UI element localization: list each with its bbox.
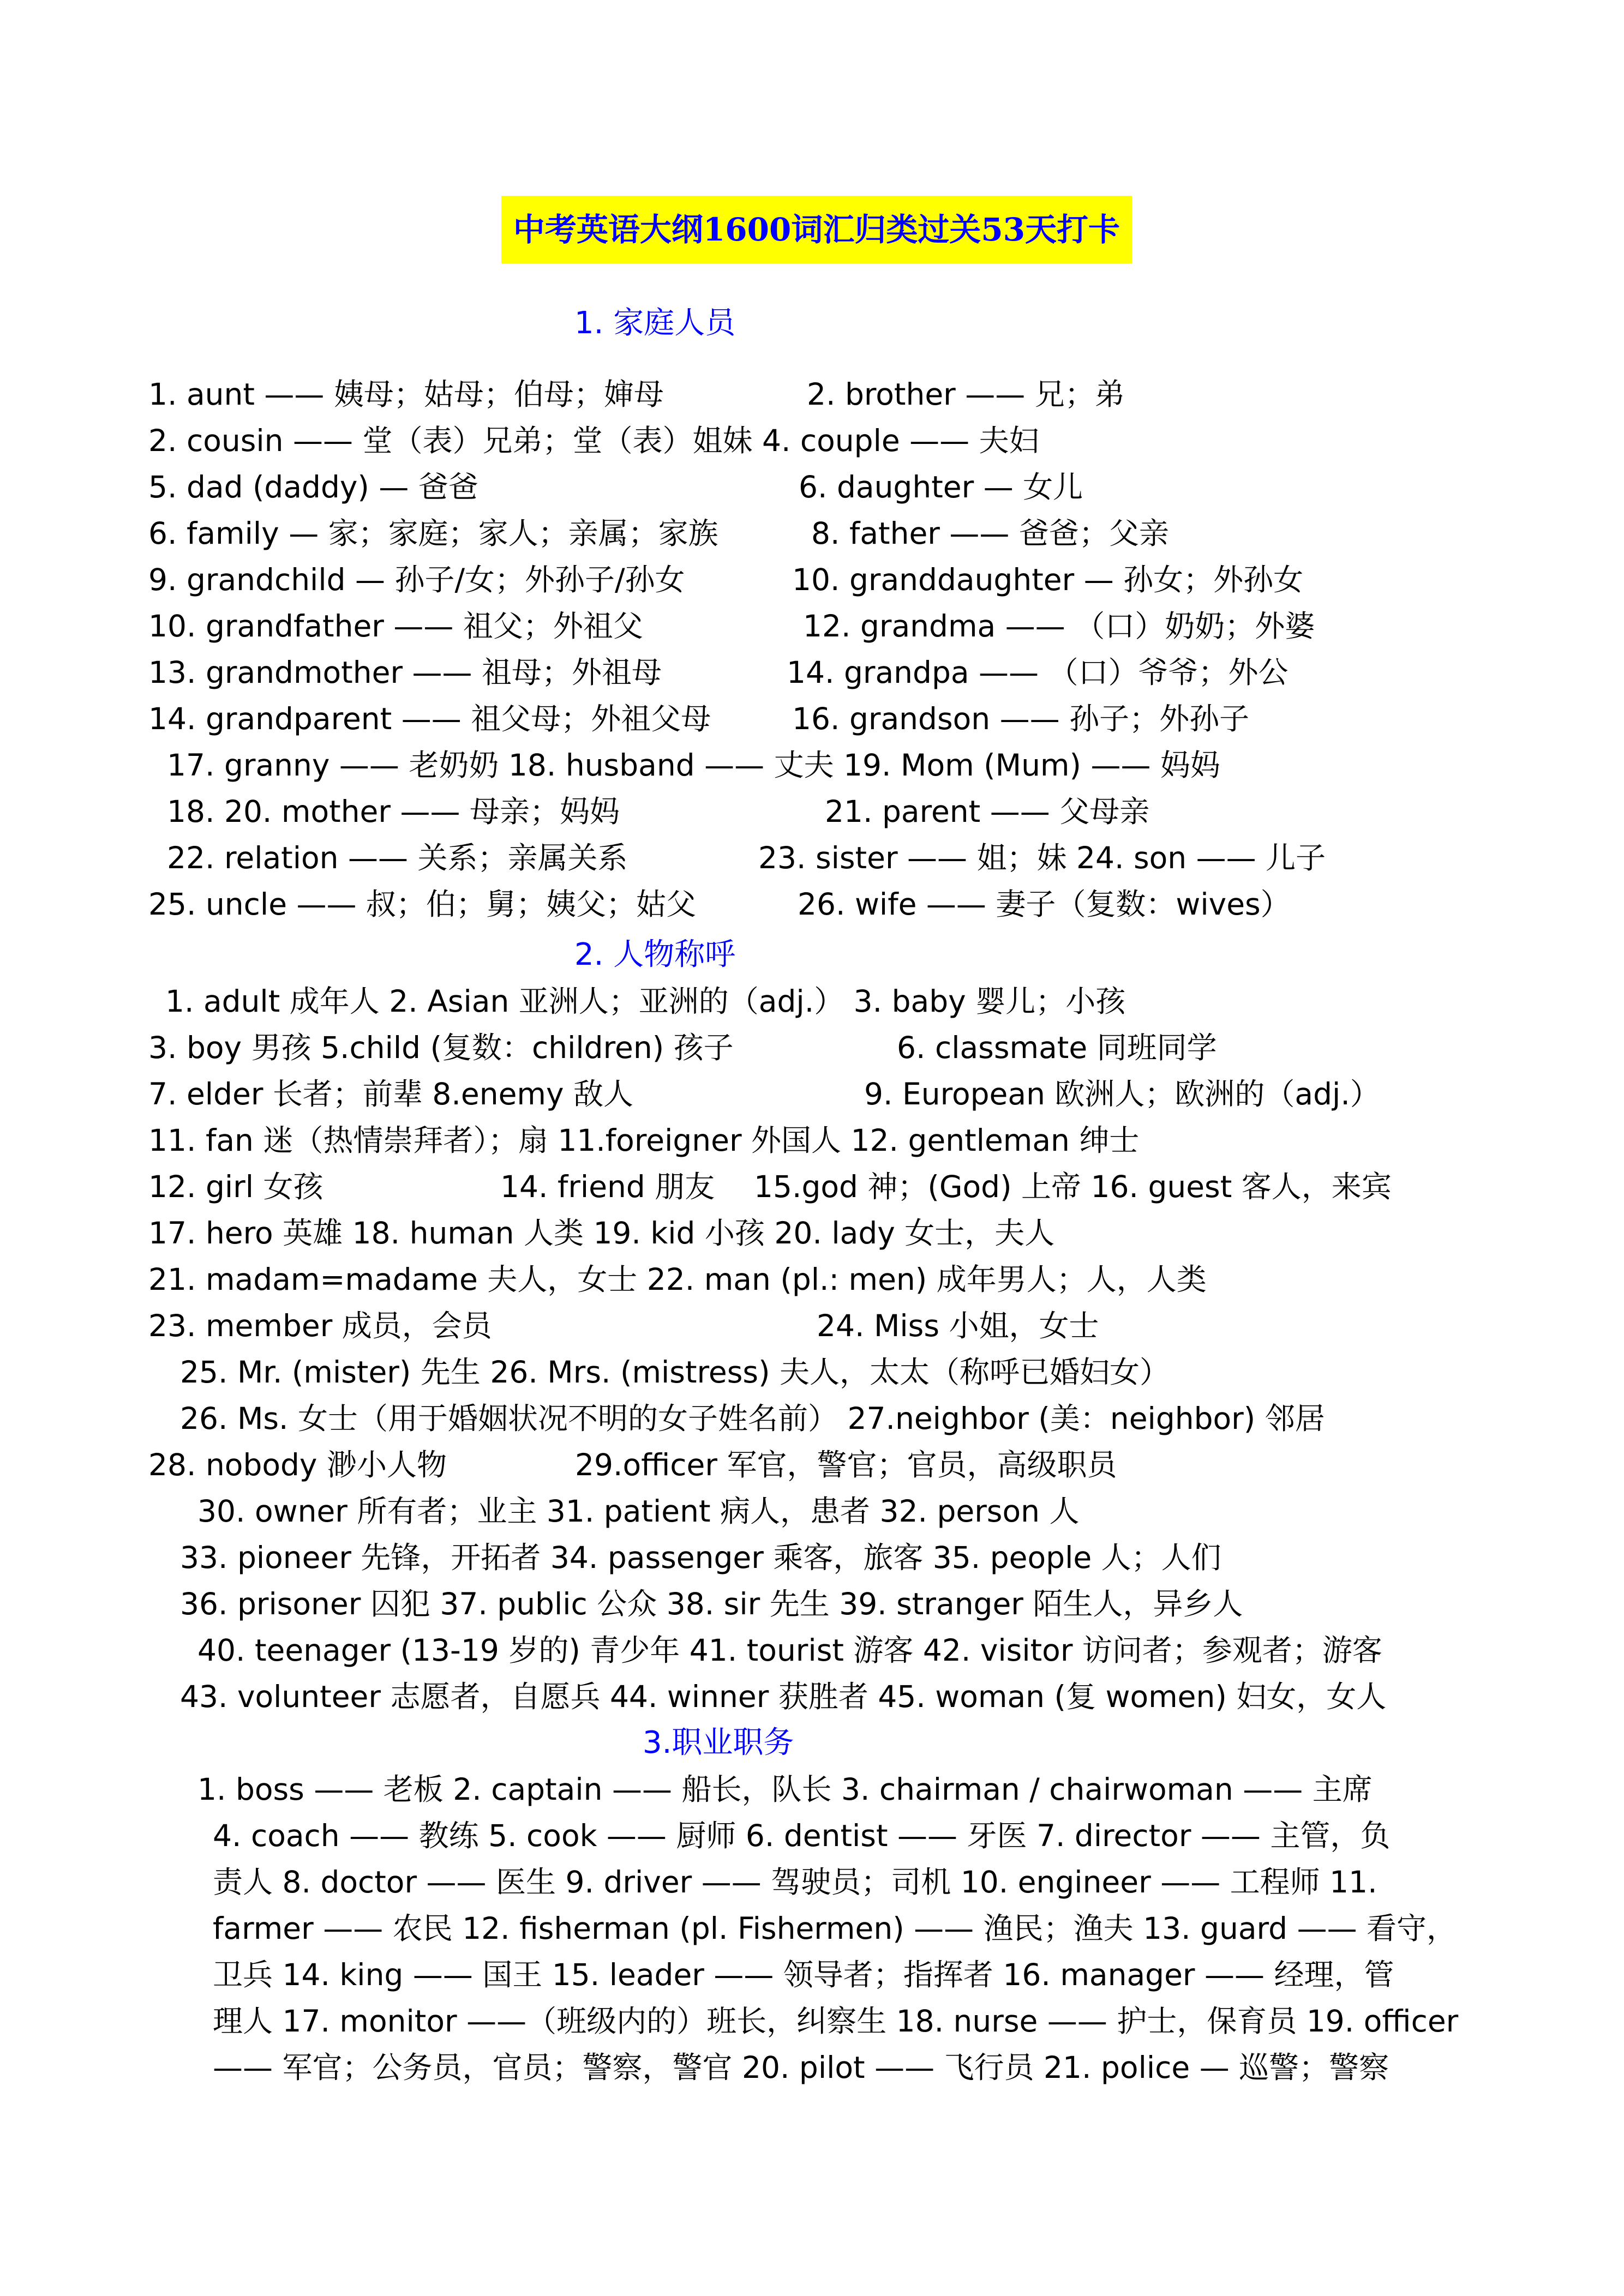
vocab-entry: 33. pioneer 先锋，开拓者 34. passenger 乘客，旅客 35. people 人；人们 [180,1540,1221,1575]
vocab-entry: 43. volunteer 志愿者，自愿兵 44. winner 获胜者 45. woman (复 women) 妇女，女人 [180,1679,1387,1714]
vocab-entry: 21. madam=madame 夫人，女士 22. man (pl.: men) 成年男人；人，人类 [148,1262,1207,1297]
vocab-entry: 30. owner 所有者；业主 31. patient 病人，患者 32. person 人 [197,1494,1080,1529]
vocab-entry: 1. adult 成年人 2. Asian 亚洲人；亚洲的（adj.） 3. baby 婴儿；小孩 [165,984,1126,1019]
vocab-entry: 17. hero 英雄 18. human 人类 19. kid 小孩 20. lady 女士，夫人 [148,1216,1055,1251]
vocab-entry: 25. uncle —— 叔；伯；舅；姨父；姑父 [148,887,696,922]
vocab-entry: 2. cousin —— 堂（表）兄弟；堂（表）姐妹 4. couple —— 夫妇 [148,423,1039,458]
vocab-entry: 26. wife —— 妻子（复数：wives） [798,887,1291,922]
vocab-entry: 36. prisoner 囚犯 37. public 公众 38. sir 先生 39. stranger 陌生人，异乡人 [180,1586,1243,1621]
vocab-entry: 3. boy 男孩 5.child (复数：children) 孩子 [148,1030,734,1065]
vocab-entry: 责人 8. doctor —— 医生 9. driver —— 驾驶员；司机 10. engineer —— 工程师 11. [213,1865,1377,1900]
vocab-entry: 5. dad (daddy) — 爸爸 [148,470,478,504]
vocab-entry: 22. relation —— 关系；亲属关系 [167,840,628,875]
vocab-entry: 21. parent —— 父母亲 [825,794,1150,829]
vocab-entry: 14. grandpa —— （口）爷爷；外公 [787,655,1289,690]
section-heading-family: 1. 家庭人员 [574,305,736,341]
vocab-entry: farmer —— 农民 12. fisherman (pl. Fishermen) —— 渔民；渔夫 13. guard —— 看守， [213,1911,1457,1946]
vocab-entry: 9. grandchild — 孙子/女；外孙子/孙女 [148,562,685,597]
vocab-entry: 9. European 欧洲人；欧洲的（adj.） [864,1077,1380,1111]
vocab-entry: 23. member 成员，会员 [148,1308,492,1343]
vocab-entry: 6. daughter — 女儿 [799,470,1083,504]
vocab-entry: 17. granny —— 老奶奶 18. husband —— 丈夫 19. Mom (Mum) —— 妈妈 [167,748,1220,783]
vocab-entry: 26. Ms. 女士（用于婚姻状况不明的女子姓名前） 27.neighbor (美：neighbor) 邻居 [180,1401,1325,1436]
vocab-entry: 2. brother —— 兄；弟 [807,377,1125,412]
section-heading-people: 2. 人物称呼 [574,937,736,972]
vocab-entry: 16. grandson —— 孙子；外孙子 [792,701,1250,736]
vocab-entry: —— 军官；公务员，官员；警察，警官 20. pilot —— 飞行员 21. police — 巡警；警察 [213,2050,1389,2085]
vocab-entry: 4. coach —— 教练 5. cook —— 厨师 6. dentist —— 牙医 7. director —— 主管，负 [213,1818,1391,1853]
vocab-entry: 10. grandfather —— 祖父；外祖父 [148,609,643,644]
vocab-entry: 23. sister —— 姐；妹 24. son —— 儿子 [758,840,1326,875]
vocab-entry: 7. elder 长者；前辈 8.enemy 敌人 [148,1077,634,1111]
document-title: 中考英语大纲1600词汇归类过关53天打卡 [501,196,1132,263]
vocab-entry: 1. boss —— 老板 2. captain —— 船长，队长 3. chairman / chairwoman —— 主席 [197,1772,1373,1807]
vocab-entry: 8. father —— 爸爸；父亲 [811,516,1169,551]
vocab-entry: 28. nobody 渺小人物 [148,1447,447,1482]
vocab-entry: 6. family — 家；家庭；家人；亲属；家族 [148,516,718,551]
vocab-entry: 理人 17. monitor ——（班级内的）班长，纠察生 18. nurse —— 护士，保育员 19. officer [213,2004,1459,2039]
section-heading-occupations: 3.职业职务 [643,1725,794,1760]
vocab-entry: 10. granddaughter — 孙女；外孙女 [792,562,1304,597]
vocab-entry: 14. friend 朋友 [500,1169,715,1204]
vocab-entry: 13. grandmother —— 祖母；外祖母 [148,655,662,690]
vocab-entry: 1. aunt —— 姨母；姑母；伯母；婶母 [148,377,664,412]
vocab-entry: 12. grandma —— （口）奶奶；外婆 [803,609,1315,644]
vocab-entry: 卫兵 14. king —— 国王 15. leader —— 领导者；指挥者 16. manager —— 经理，管 [213,1957,1394,1992]
vocab-entry: 12. girl 女孩 [148,1169,323,1204]
vocab-entry: 40. teenager (13-19 岁的) 青少年 41. tourist 游客 42. visitor 访问者；参观者；游客 [197,1633,1382,1668]
vocab-entry: 14. grandparent —— 祖父母；外祖父母 [148,701,711,736]
vocab-entry: 11. fan 迷（热情崇拜者）；扇 11.foreigner 外国人 12. gentleman 绅士 [148,1123,1140,1158]
vocab-entry: 15.god 神；(God) 上帝 16. guest 客人，来宾 [754,1169,1392,1204]
vocab-entry: 6. classmate 同班同学 [897,1030,1217,1065]
vocab-entry: 25. Mr. (mister) 先生 26. Mrs. (mistress) 夫人，太太（称呼已婚妇女） [180,1355,1170,1390]
vocab-entry: 29.officer 军官，警官；官员，高级职员 [575,1447,1117,1482]
vocab-entry: 24. Miss 小姐，女士 [817,1308,1099,1343]
vocab-entry: 18. 20. mother —— 母亲；妈妈 [167,794,620,829]
